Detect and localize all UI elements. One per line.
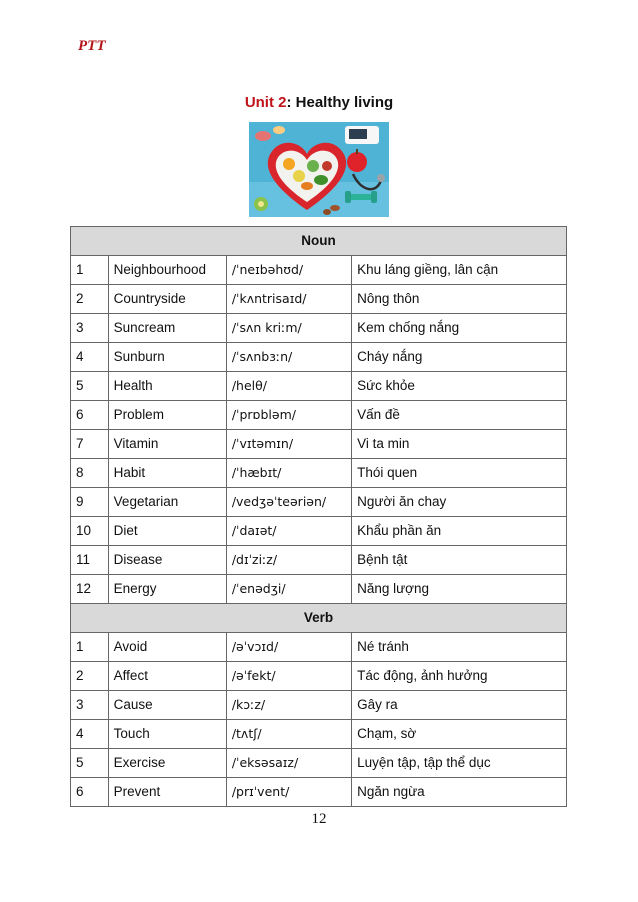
pronunciation: /ˈenədʒi/: [226, 575, 351, 604]
english-word: Habit: [108, 459, 226, 488]
vietnamese-meaning: Năng lượng: [352, 575, 567, 604]
healthy-food-image: [249, 122, 389, 217]
table-row: [71, 488, 567, 517]
table-row: [71, 256, 567, 285]
english-word: Health: [108, 372, 226, 401]
table-row: [71, 691, 567, 720]
vietnamese-meaning: Luyện tập, tập thể dục: [352, 749, 567, 778]
english-word: Sunburn: [108, 343, 226, 372]
pronunciation: /prɪˈvent/: [226, 778, 351, 807]
vietnamese-meaning: Nông thôn: [352, 285, 567, 314]
vietnamese-meaning: Sức khỏe: [352, 372, 567, 401]
english-word: Touch: [108, 720, 226, 749]
row-number: 3: [71, 314, 109, 343]
table-row: [71, 314, 567, 343]
vietnamese-meaning: Khẩu phần ăn: [352, 517, 567, 546]
english-word: Vitamin: [108, 430, 226, 459]
pronunciation: /ˈsʌn kriːm/: [226, 314, 351, 343]
table-row: [71, 459, 567, 488]
table-row: [71, 285, 567, 314]
row-number: 5: [71, 749, 109, 778]
pronunciation: /ˈeksəsaɪz/: [226, 749, 351, 778]
section-header-row: [71, 604, 567, 633]
english-word: Disease: [108, 546, 226, 575]
table-row: [71, 575, 567, 604]
row-number: 11: [71, 546, 109, 575]
unit-topic: : Healthy living: [286, 94, 394, 111]
vietnamese-meaning: Vi ta min: [352, 430, 567, 459]
pronunciation: /ˈvɪtəmɪn/: [226, 430, 351, 459]
english-word: Energy: [108, 575, 226, 604]
row-number: 10: [71, 517, 109, 546]
vietnamese-meaning: Tác động, ảnh hưởng: [352, 662, 567, 691]
pronunciation: /helθ/: [226, 372, 351, 401]
row-number: 4: [71, 720, 109, 749]
english-word: Countryside: [108, 285, 226, 314]
row-number: 4: [71, 343, 109, 372]
table-row: [71, 633, 567, 662]
vietnamese-meaning: Khu láng giềng, lân cận: [352, 256, 567, 285]
vietnamese-meaning: Né tránh: [352, 633, 567, 662]
table-row: [71, 430, 567, 459]
section-header-row: [71, 227, 567, 256]
pronunciation: /əˈfekt/: [226, 662, 351, 691]
vietnamese-meaning: Bệnh tật: [352, 546, 567, 575]
row-number: 2: [71, 662, 109, 691]
row-number: 6: [71, 778, 109, 807]
verb-section: [71, 604, 567, 807]
table-row: [71, 662, 567, 691]
vietnamese-meaning: Ngăn ngừa: [352, 778, 567, 807]
row-number: 6: [71, 401, 109, 430]
english-word: Suncream: [108, 314, 226, 343]
pronunciation: /kɔːz/: [226, 691, 351, 720]
english-word: Exercise: [108, 749, 226, 778]
english-word: Prevent: [108, 778, 226, 807]
healthy-food-illustration: [249, 122, 389, 217]
row-number: 1: [71, 256, 109, 285]
vietnamese-meaning: Vấn đề: [352, 401, 567, 430]
vietnamese-meaning: Gây ra: [352, 691, 567, 720]
pronunciation: /ˈhæbɪt/: [226, 459, 351, 488]
table-row: [71, 720, 567, 749]
row-number: 7: [71, 430, 109, 459]
vietnamese-meaning: Người ăn chay: [352, 488, 567, 517]
english-word: Affect: [108, 662, 226, 691]
pronunciation: /ˈkʌntrisaɪd/: [226, 285, 351, 314]
pronunciation: /ˈprɒbləm/: [226, 401, 351, 430]
pronunciation: /ˈdaɪət/: [226, 517, 351, 546]
row-number: 9: [71, 488, 109, 517]
table-row: [71, 401, 567, 430]
row-number: 3: [71, 691, 109, 720]
pronunciation: /tʌtʃ/: [226, 720, 351, 749]
pronunciation: /ˈneɪbəhʊd/: [226, 256, 351, 285]
table-row: [71, 372, 567, 401]
table-row: [71, 517, 567, 546]
noun-section: [71, 227, 567, 604]
row-number: 2: [71, 285, 109, 314]
section-heading-noun: Noun: [71, 227, 567, 256]
english-word: Diet: [108, 517, 226, 546]
row-number: 5: [71, 372, 109, 401]
vietnamese-meaning: Cháy nắng: [352, 343, 567, 372]
row-number: 1: [71, 633, 109, 662]
row-number: 8: [71, 459, 109, 488]
pronunciation: /əˈvɔɪd/: [226, 633, 351, 662]
table-row: [71, 343, 567, 372]
pronunciation: /dɪˈziːz/: [226, 546, 351, 575]
vocabulary-table: [70, 226, 567, 807]
unit-number: Unit 2: [244, 94, 287, 111]
english-word: Avoid: [108, 633, 226, 662]
table-row: [71, 778, 567, 807]
document-header-label: PTT: [78, 38, 106, 54]
english-word: Cause: [108, 691, 226, 720]
section-heading-verb: Verb: [71, 604, 567, 633]
english-word: Problem: [108, 401, 226, 430]
row-number: 12: [71, 575, 109, 604]
vietnamese-meaning: Kem chống nắng: [352, 314, 567, 343]
unit-title: [0, 94, 638, 111]
vietnamese-meaning: Thói quen: [352, 459, 567, 488]
pronunciation: /ˈsʌnbɜːn/: [226, 343, 351, 372]
table-row: [71, 749, 567, 778]
english-word: Neighbourhood: [108, 256, 226, 285]
english-word: Vegetarian: [108, 488, 226, 517]
pronunciation: /vedʒəˈteəriən/: [226, 488, 351, 517]
page-number: 12: [311, 811, 327, 827]
vietnamese-meaning: Chạm, sờ: [352, 720, 567, 749]
table-row: [71, 546, 567, 575]
